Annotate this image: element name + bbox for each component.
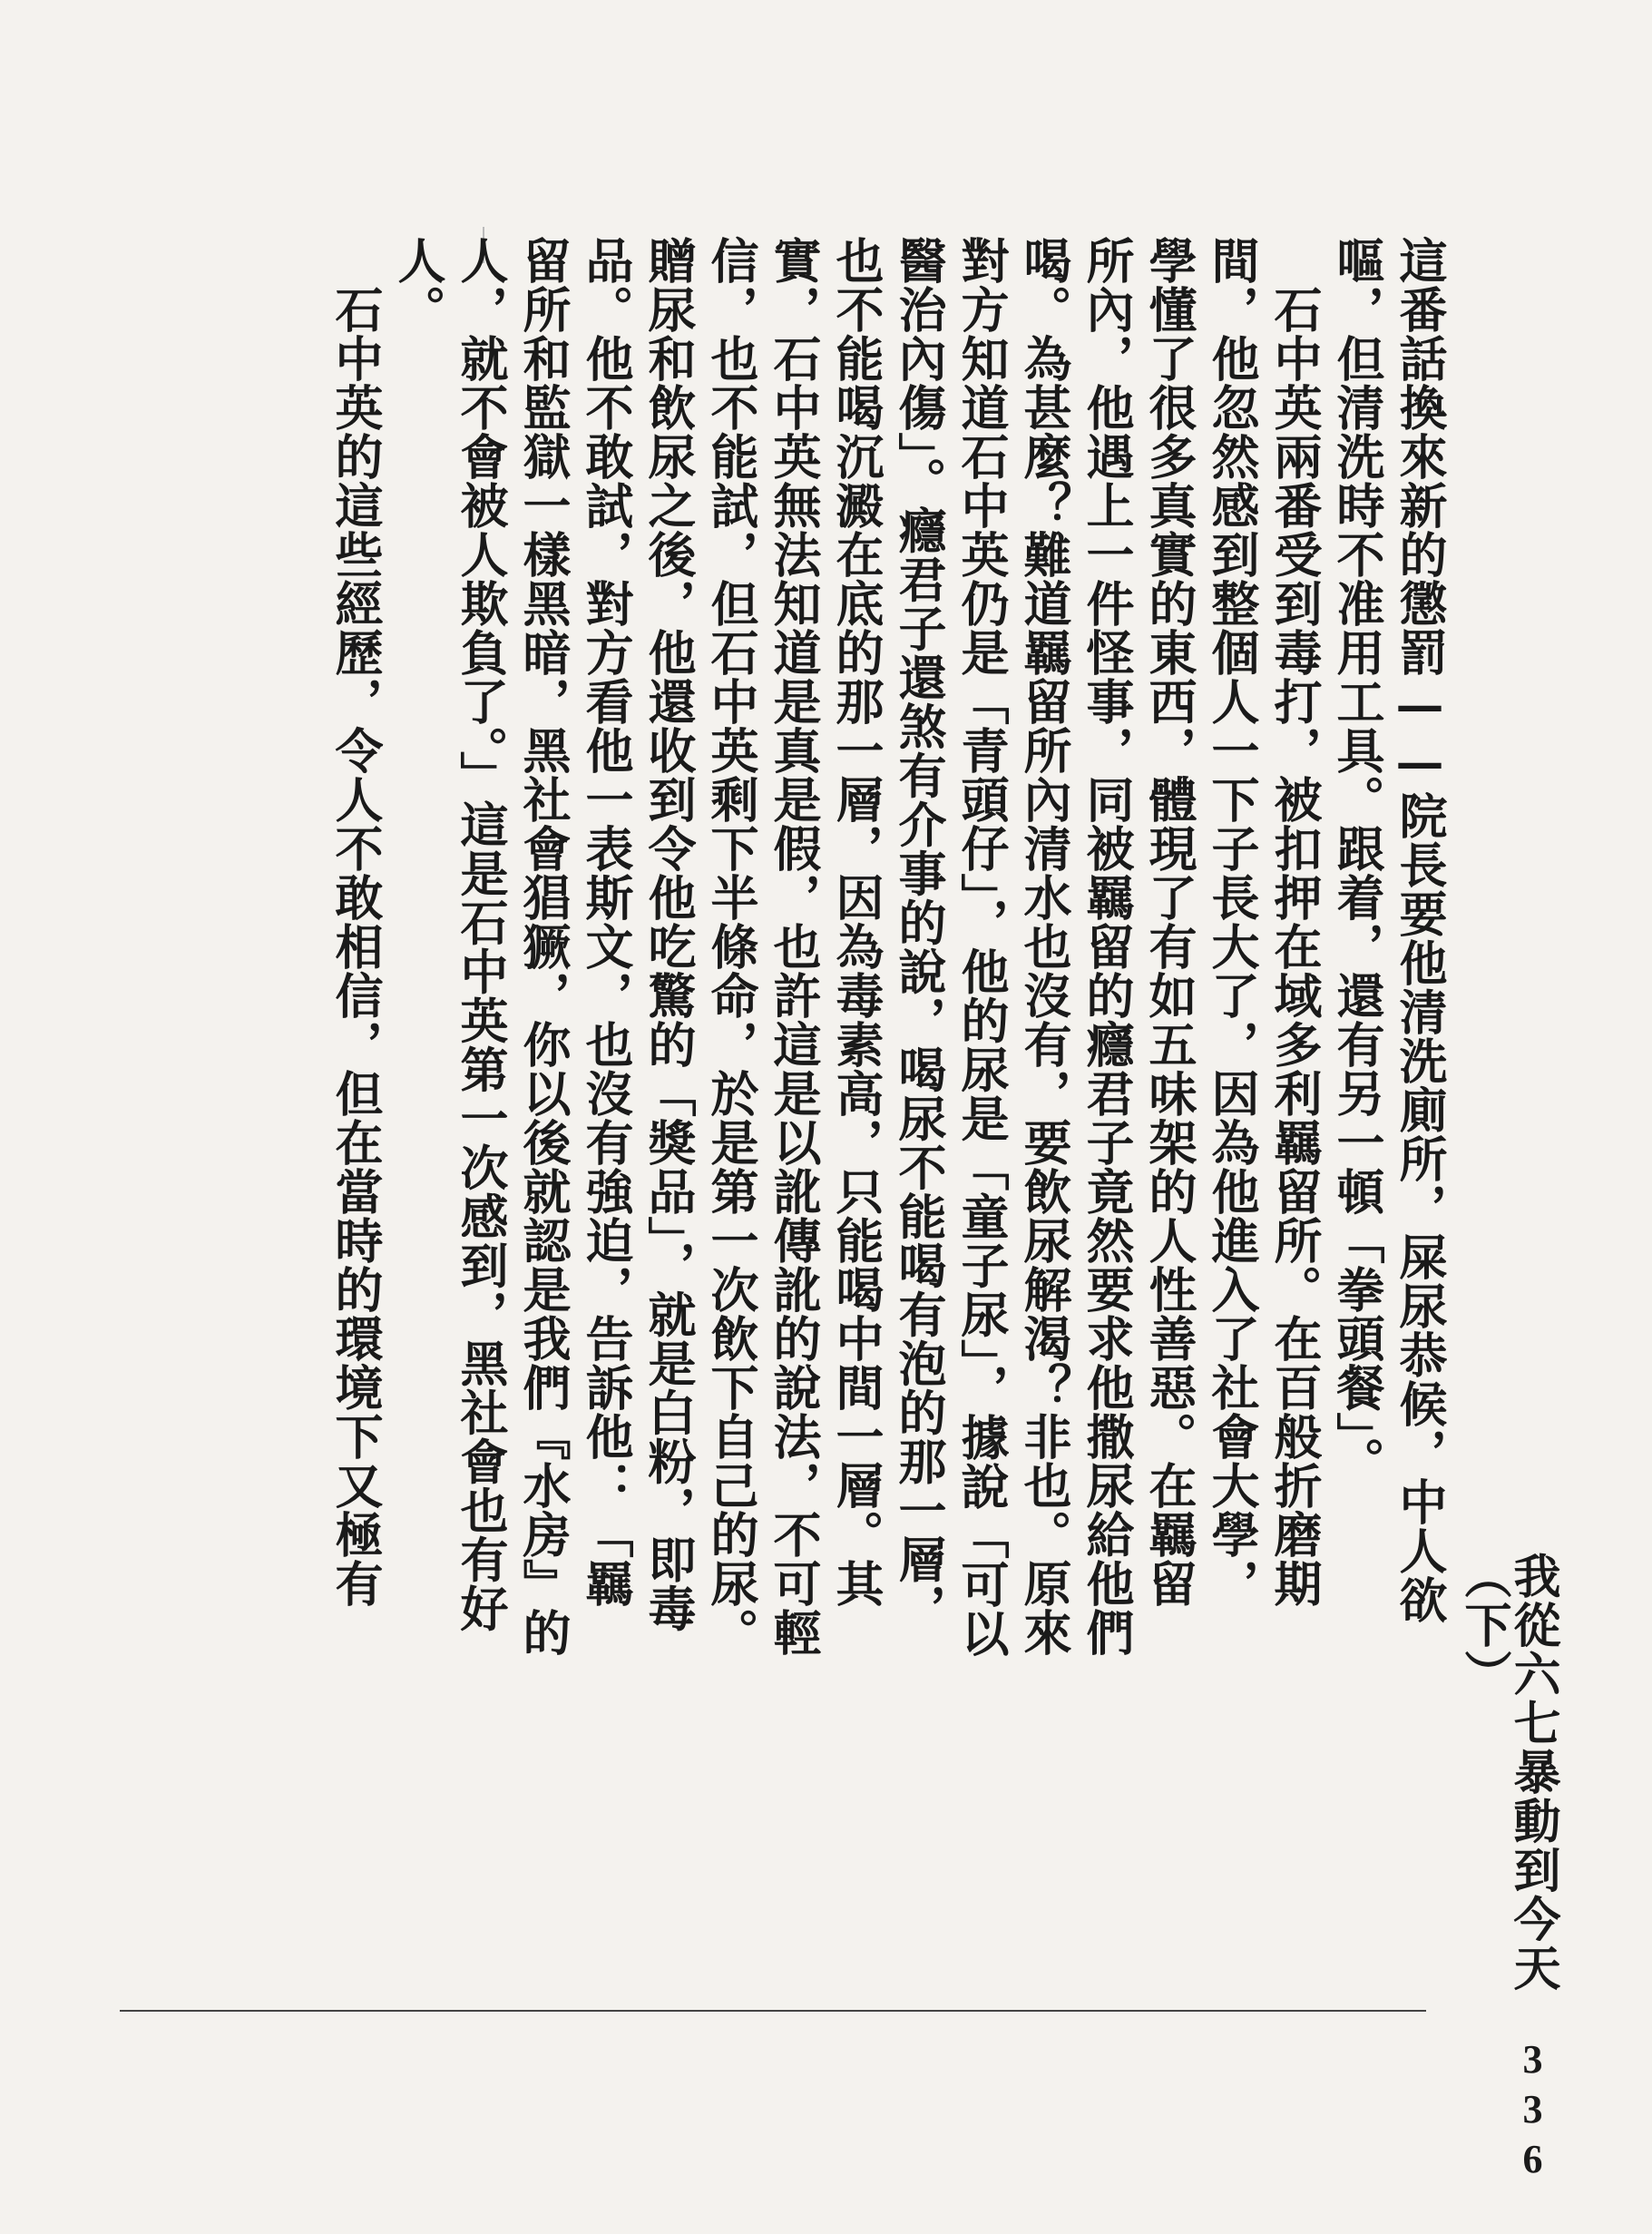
divider-rule <box>120 2010 1426 2012</box>
text-line: 人。 <box>390 236 446 334</box>
text-line: 這番話換來新的懲罰——院長要他清洗廁所，屎尿恭候，中人欲 <box>1392 236 1448 1624</box>
text-line: 石中英兩番受到毒打，被扣押在域多利羈留所。在百般折磨期 <box>1266 236 1323 1608</box>
text-line: 所內，他遇上一件怪事，同被羈留的癮君子竟然要求他撒尿給他們 <box>1079 236 1135 1657</box>
text-line: 信，也不能試，但石中英剩下半條命，於是第一次飲下自己的尿。 <box>703 236 759 1657</box>
text-line: 也不能喝沉澱在底的那一層，因為毒素高，只能喝中間一層。其 <box>828 236 885 1608</box>
text-line: 喝。為甚麼？難道羈留所內清水也沒有，要飲尿解渴？非也。原來 <box>1016 236 1072 1657</box>
text-line: 留所和監獄一樣黑暗，黑社會猖獗，你以後就認是我們『水房』的 <box>515 236 572 1657</box>
text-line: 醫治內傷」。癮君子還煞有介事的說，喝尿不能喝有泡的那一層， <box>891 236 947 1633</box>
text-line: 對方知道石中英仍是「青頭仔」，他的尿是「童子尿」，據說「可以 <box>953 236 1010 1658</box>
page-number: 336 <box>1510 2037 1555 2187</box>
text-line: 實，石中英無法知道是真是假，也許這是以訛傳訛的說法，不可輕 <box>766 236 822 1657</box>
text-line: 贈尿和飲尿之後，他還收到令他吃驚的「獎品」，就是白粉，即毒 <box>640 236 697 1633</box>
text-line: 嘔，但清洗時不准用工具。跟着，還有另一頓「拳頭餐」。 <box>1329 236 1385 1486</box>
text-line: 間，他忽然感到整個人一下子長大了，因為他進入了社會大學， <box>1204 236 1260 1608</box>
body-text <box>327 236 1448 1658</box>
text-line: 學懂了很多真實的東西，體現了有如五味架的人性善惡。在羈留 <box>1141 236 1197 1608</box>
running-header: 我從六七暴動到今天（下） <box>1456 1552 1560 1993</box>
text-line: 石中英的這些經歷，令人不敢相信，但在當時的環境下又極有 <box>327 236 384 1608</box>
text-line: 品。他不敢試，對方看他一表斯文，也沒有強迫，告訴他：「羈 <box>578 236 634 1608</box>
text-line: 人，就不會被人欺負了。」這是石中英第一次感到，黑社會也有好 <box>453 236 509 1633</box>
